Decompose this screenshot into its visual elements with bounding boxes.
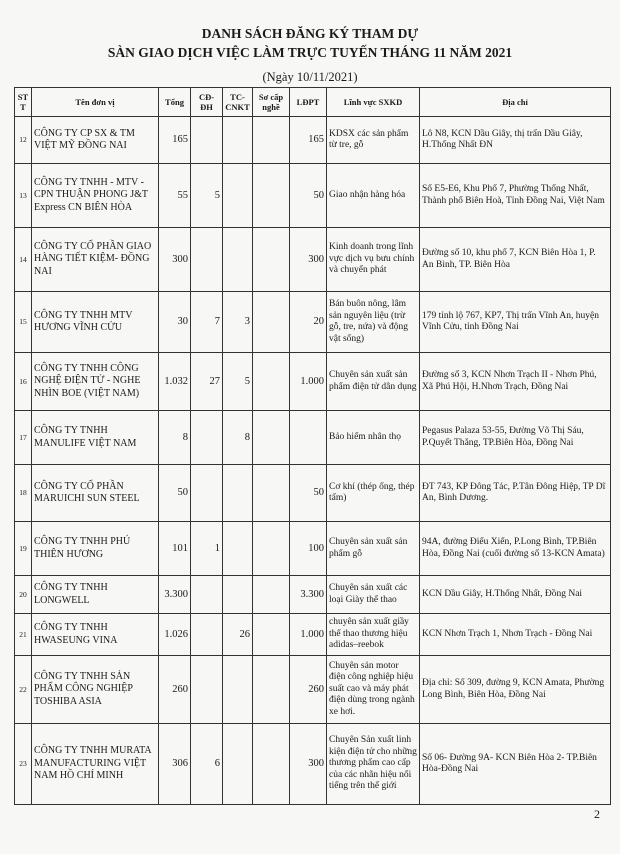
cell-addr: KCN Nhơn Trạch 1, Nhơn Trạch - Đồng Nai (420, 614, 611, 656)
cell-sc (253, 724, 290, 805)
table-row (15, 465, 611, 522)
cell-sc (253, 228, 290, 292)
cell-tc: 26 (223, 614, 253, 656)
cell-field: KDSX các sản phẩm từ tre, gỗ (327, 117, 420, 164)
registration-table (14, 87, 611, 805)
cell-total: 101 (159, 522, 191, 576)
cell-field: Chuyên sản xuất sản phẩm điện tử dân dụng (327, 353, 420, 411)
table-row (15, 353, 611, 411)
cell-ldpt: 20 (290, 292, 327, 353)
col-field: Lĩnh vực SXKD (327, 88, 420, 117)
cell-cddh: 27 (191, 353, 223, 411)
cell-stt: 14 (15, 228, 32, 292)
cell-tc: 5 (223, 353, 253, 411)
col-cddh: CĐ-ĐH (191, 88, 223, 117)
cell-ldpt: 3.300 (290, 576, 327, 614)
cell-cddh (191, 656, 223, 724)
cell-cddh: 7 (191, 292, 223, 353)
cell-ldpt: 100 (290, 522, 327, 576)
cell-total: 1.026 (159, 614, 191, 656)
cell-total: 30 (159, 292, 191, 353)
cell-stt: 22 (15, 656, 32, 724)
cell-stt: 16 (15, 353, 32, 411)
cell-name: CÔNG TY TNHH HWASEUNG VINA (32, 614, 159, 656)
cell-stt: 17 (15, 411, 32, 465)
cell-cddh (191, 117, 223, 164)
cell-field: Chuyên sản xuất sản phẩm gỗ (327, 522, 420, 576)
cell-sc (253, 522, 290, 576)
cell-cddh: 6 (191, 724, 223, 805)
cell-total: 3.300 (159, 576, 191, 614)
cell-field: Chuyên sản motor điện công nghiệp hiệu suất cao và máy phát điện dùng trong ngành xe hơi. (327, 656, 420, 724)
cell-addr: Đường số 10, khu phố 7, KCN Biên Hòa 1, P. An Bình, TP. Biên Hòa (420, 228, 611, 292)
table-row (15, 656, 611, 724)
cell-name: CÔNG TY TNHH LONGWELL (32, 576, 159, 614)
cell-cddh (191, 576, 223, 614)
cell-name: CÔNG TY TNHH PHÚ THIÊN HƯƠNG (32, 522, 159, 576)
doc-date: (Ngày 10/11/2021) (262, 70, 358, 84)
cell-ldpt: 165 (290, 117, 327, 164)
cell-addr: Số 06- Đường 9A- KCN Biên Hòa 2- TP.Biên Hòa-Đồng Nai (420, 724, 611, 805)
cell-ldpt: 50 (290, 465, 327, 522)
cell-name: CÔNG TY TNHH MANULIFE VIỆT NAM (32, 411, 159, 465)
cell-ldpt (290, 411, 327, 465)
table-header-row (15, 88, 611, 117)
cell-addr: 94A, đường Điểu Xiển, P.Long Bình, TP.Biên Hòa, Đồng Nai (cuối đường số 13-KCN Amata) (420, 522, 611, 576)
cell-addr: Địa chỉ: Số 309, đường 9, KCN Amata, Phường Long Bình, Biên Hòa, Đồng Nai (420, 656, 611, 724)
cell-stt: 23 (15, 724, 32, 805)
cell-total: 55 (159, 164, 191, 228)
table-row (15, 522, 611, 576)
cell-field: Bảo hiểm nhân thọ (327, 411, 420, 465)
cell-stt: 20 (15, 576, 32, 614)
cell-name: CÔNG TY CP SX & TM VIỆT MỸ ĐỒNG NAI (32, 117, 159, 164)
table-row (15, 724, 611, 805)
cell-ldpt: 1.000 (290, 353, 327, 411)
cell-total: 260 (159, 656, 191, 724)
cell-tc: 3 (223, 292, 253, 353)
cell-name: CÔNG TY TNHH SẢN PHẨM CÔNG NGHIỆP TOSHIBA ASIA (32, 656, 159, 724)
cell-addr: Pegasus Palaza 53-55, Đường Võ Thị Sáu, P.Quyết Thắng, TP.Biên Hòa, Đồng Nai (420, 411, 611, 465)
cell-field: Chuyên Sản xuất linh kiện điện tử cho những thương phẩm cao cấp của các nhãn hiệu nổi tiếng trên thế giới (327, 724, 420, 805)
cell-addr: ĐT 743, KP Đông Tác, P.Tân Đông Hiệp, TP Dĩ An, Bình Dương. (420, 465, 611, 522)
cell-total: 300 (159, 228, 191, 292)
cell-sc (253, 614, 290, 656)
cell-tc (223, 117, 253, 164)
cell-tc (223, 724, 253, 805)
cell-total: 8 (159, 411, 191, 465)
cell-ldpt: 300 (290, 724, 327, 805)
cell-ldpt: 50 (290, 164, 327, 228)
cell-stt: 12 (15, 117, 32, 164)
cell-tc (223, 164, 253, 228)
cell-name: CÔNG TY CỔ PHẦN GIAO HÀNG TIẾT KIỆM- ĐỒNG NAI (32, 228, 159, 292)
cell-total: 50 (159, 465, 191, 522)
cell-field: Bán buôn nông, lâm sản nguyên liệu (trừ gỗ, tre, nứa) và động vật sống) (327, 292, 420, 353)
table-row (15, 228, 611, 292)
table-row (15, 117, 611, 164)
table-row (15, 614, 611, 656)
cell-addr: Lô N8, KCN Dầu Giây, thị trấn Dầu Giây, H.Thống Nhất ĐN (420, 117, 611, 164)
col-tc: TC-CNKT (223, 88, 253, 117)
cell-ldpt: 260 (290, 656, 327, 724)
cell-cddh (191, 465, 223, 522)
cell-stt: 13 (15, 164, 32, 228)
cell-addr: KCN Dầu Giây, H.Thống Nhất, Đồng Nai (420, 576, 611, 614)
cell-name: CÔNG TY TNHH MTV HƯƠNG VĨNH CỬU (32, 292, 159, 353)
table-row (15, 411, 611, 465)
cell-stt: 19 (15, 522, 32, 576)
cell-tc: 8 (223, 411, 253, 465)
cell-field: chuyên sản xuất giầy thể thao thương hiệu adidas–reebok (327, 614, 420, 656)
cell-field: Kinh doanh trong lĩnh vực dịch vụ bưu chính và chuyển phát (327, 228, 420, 292)
cell-tc (223, 522, 253, 576)
cell-sc (253, 164, 290, 228)
cell-sc (253, 117, 290, 164)
cell-total: 1.032 (159, 353, 191, 411)
col-name: Tên đơn vị (32, 88, 159, 117)
cell-cddh (191, 614, 223, 656)
cell-tc (223, 656, 253, 724)
cell-tc (223, 465, 253, 522)
cell-tc (223, 576, 253, 614)
cell-sc (253, 353, 290, 411)
cell-sc (253, 411, 290, 465)
col-ldpt: LĐPT (290, 88, 327, 117)
doc-title: DANH SÁCH ĐĂNG KÝ THAM DỰ (201, 26, 419, 41)
cell-stt: 18 (15, 465, 32, 522)
col-total: Tổng (159, 88, 191, 117)
table-row (15, 292, 611, 353)
cell-sc (253, 292, 290, 353)
cell-addr: Đường số 3, KCN Nhơn Trạch II - Nhơn Phú, Xã Phú Hội, H.Nhơn Trạch, Đồng Nai (420, 353, 611, 411)
cell-name: CÔNG TY TNHH CÔNG NGHỆ ĐIỆN TỬ - NGHE NHÌN BOE (VIỆT NAM) (32, 353, 159, 411)
cell-field: Chuyên sản xuất các loại Giày thể thao (327, 576, 420, 614)
doc-subtitle: SÀN GIAO DỊCH VIỆC LÀM TRỰC TUYẾN THÁNG 11 NĂM 2021 (107, 45, 513, 60)
col-sc: Sơ cấp nghề (253, 88, 290, 117)
cell-cddh (191, 411, 223, 465)
cell-sc (253, 465, 290, 522)
cell-name: CÔNG TY TNHH MURATA MANUFACTURING VIỆT NAM HỒ CHÍ MINH (32, 724, 159, 805)
cell-cddh (191, 228, 223, 292)
cell-name: CÔNG TY TNHH - MTV - CPN THUẬN PHONG J&T Express CN BIÊN HÒA (32, 164, 159, 228)
cell-stt: 15 (15, 292, 32, 353)
cell-tc (223, 228, 253, 292)
cell-ldpt: 300 (290, 228, 327, 292)
cell-sc (253, 656, 290, 724)
cell-cddh: 1 (191, 522, 223, 576)
cell-ldpt: 1.000 (290, 614, 327, 656)
cell-addr: 179 tỉnh lộ 767, KP7, Thị trấn Vĩnh An, huyện Vĩnh Cửu, tỉnh Đồng Nai (420, 292, 611, 353)
cell-field: Cơ khí (thép ống, thép tấm) (327, 465, 420, 522)
cell-sc (253, 576, 290, 614)
col-addr: Địa chỉ (420, 88, 611, 117)
cell-name: CÔNG TY CỔ PHẦN MARUICHI SUN STEEL (32, 465, 159, 522)
page-number: 2 (594, 807, 600, 821)
cell-field: Giao nhận hàng hóa (327, 164, 420, 228)
cell-addr: Số E5-E6, Khu Phố 7, Phường Thống Nhất, Thành phố Biên Hoà, Tỉnh Đồng Nai, Việt Nam (420, 164, 611, 228)
cell-total: 306 (159, 724, 191, 805)
col-stt: ST T (15, 88, 32, 117)
table-row (15, 164, 611, 228)
cell-cddh: 5 (191, 164, 223, 228)
table-row (15, 576, 611, 614)
cell-stt: 21 (15, 614, 32, 656)
cell-total: 165 (159, 117, 191, 164)
